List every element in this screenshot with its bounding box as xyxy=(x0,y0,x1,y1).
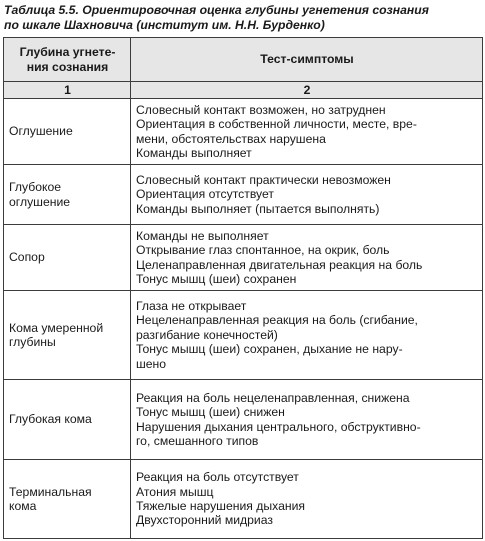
header-depth xyxy=(4,38,131,82)
symptom-line: шено xyxy=(136,356,167,371)
table-row xyxy=(4,225,483,291)
table-header-row xyxy=(4,38,483,82)
symptom-line: Реакция на боль нецеленаправленная, снижена xyxy=(136,390,410,405)
symptom-line: Команды выполняет xyxy=(136,145,252,160)
symptoms-cell xyxy=(131,380,483,460)
condition-line: Глубокая кома xyxy=(9,412,92,427)
condition-line: оглушение xyxy=(9,194,71,209)
column-number-2: 2 xyxy=(131,82,483,99)
header-depth-line-1: Глубина угнете- xyxy=(19,45,116,60)
symptom-line: Ориентация отсутствует xyxy=(136,187,274,202)
table-row xyxy=(4,460,483,539)
column-number-1: 1 xyxy=(4,82,131,99)
condition-cell xyxy=(4,99,131,165)
symptom-line: Тяжелые нарушения дыхания xyxy=(136,499,305,513)
condition-line: Сопор xyxy=(9,250,45,265)
table-caption xyxy=(4,3,482,34)
condition-line: Оглушение xyxy=(9,124,73,139)
caption-line-2: по шкале Шахновича (институт им. Н.Н. Бурденко) xyxy=(4,18,325,32)
symptom-line: Команды не выполняет xyxy=(136,228,269,243)
symptom-line: мени, обстоятельствах нарушена xyxy=(136,131,326,146)
table-row xyxy=(4,291,483,380)
symptom-line: Двухсторонний мидриаз xyxy=(136,513,273,528)
caption-line-1: Таблица 5.5. Ориентировочная оценка глубины угнетения сознания xyxy=(4,3,429,17)
table-row xyxy=(4,99,483,165)
symptom-line: Тонус мышц (шеи) сохранен xyxy=(136,271,297,286)
symptom-line: Команды выполняет (пытается выполнять) xyxy=(136,201,380,216)
symptom-line: Открывание глаз спонтанное, на окрик, боль xyxy=(136,243,390,258)
symptom-line: Словесный контакт практически невозможен xyxy=(136,172,391,187)
condition-cell xyxy=(4,460,131,539)
symptom-line: Тонус мышц (шеи) снижен xyxy=(136,405,285,420)
symptom-line: Словесный контакт возможен, но затруднен xyxy=(136,102,386,117)
symptom-line: го, смешанного типов xyxy=(136,433,259,448)
symptom-line: Целенаправленная двигательная реакция на боль xyxy=(136,257,423,272)
condition-line: глубины xyxy=(9,335,56,349)
condition-cell xyxy=(4,380,131,460)
header-symptoms: Тест-симптомы xyxy=(131,38,483,82)
symptoms-cell xyxy=(131,165,483,225)
condition-cell xyxy=(4,165,131,225)
symptom-line: Тонус мышц (шеи) сохранен, дыхание не нару- xyxy=(136,342,403,357)
symptoms-cell xyxy=(131,225,483,291)
table-row xyxy=(4,380,483,460)
symptom-line: разгибание конечностей) xyxy=(136,327,278,342)
symptom-line: Ориентация в собственной личности, месте, вре- xyxy=(136,117,417,132)
condition-line: Глубокое xyxy=(9,180,62,195)
condition-cell xyxy=(4,225,131,291)
consciousness-depth-table xyxy=(3,37,483,539)
symptom-line: Нецеленаправленная реакция на боль (сгибание, xyxy=(136,313,418,328)
table-row xyxy=(4,165,483,225)
column-number-row xyxy=(4,82,483,99)
symptom-line: Атония мышц xyxy=(136,484,214,499)
symptoms-cell xyxy=(131,460,483,539)
condition-cell xyxy=(4,291,131,380)
condition-line: Терминальная xyxy=(9,484,92,499)
condition-line: кома xyxy=(9,499,37,513)
symptom-line: Нарушения дыхания центрального, обструктивно- xyxy=(136,419,421,434)
condition-line: Кома умеренной xyxy=(9,320,104,335)
symptom-line: Глаза не открывает xyxy=(136,298,247,313)
symptoms-cell xyxy=(131,99,483,165)
table-body xyxy=(4,99,483,539)
header-depth-line-2: ния сознания xyxy=(26,59,109,74)
symptom-line: Реакция на боль отсутствует xyxy=(136,470,299,485)
symptoms-cell xyxy=(131,291,483,380)
